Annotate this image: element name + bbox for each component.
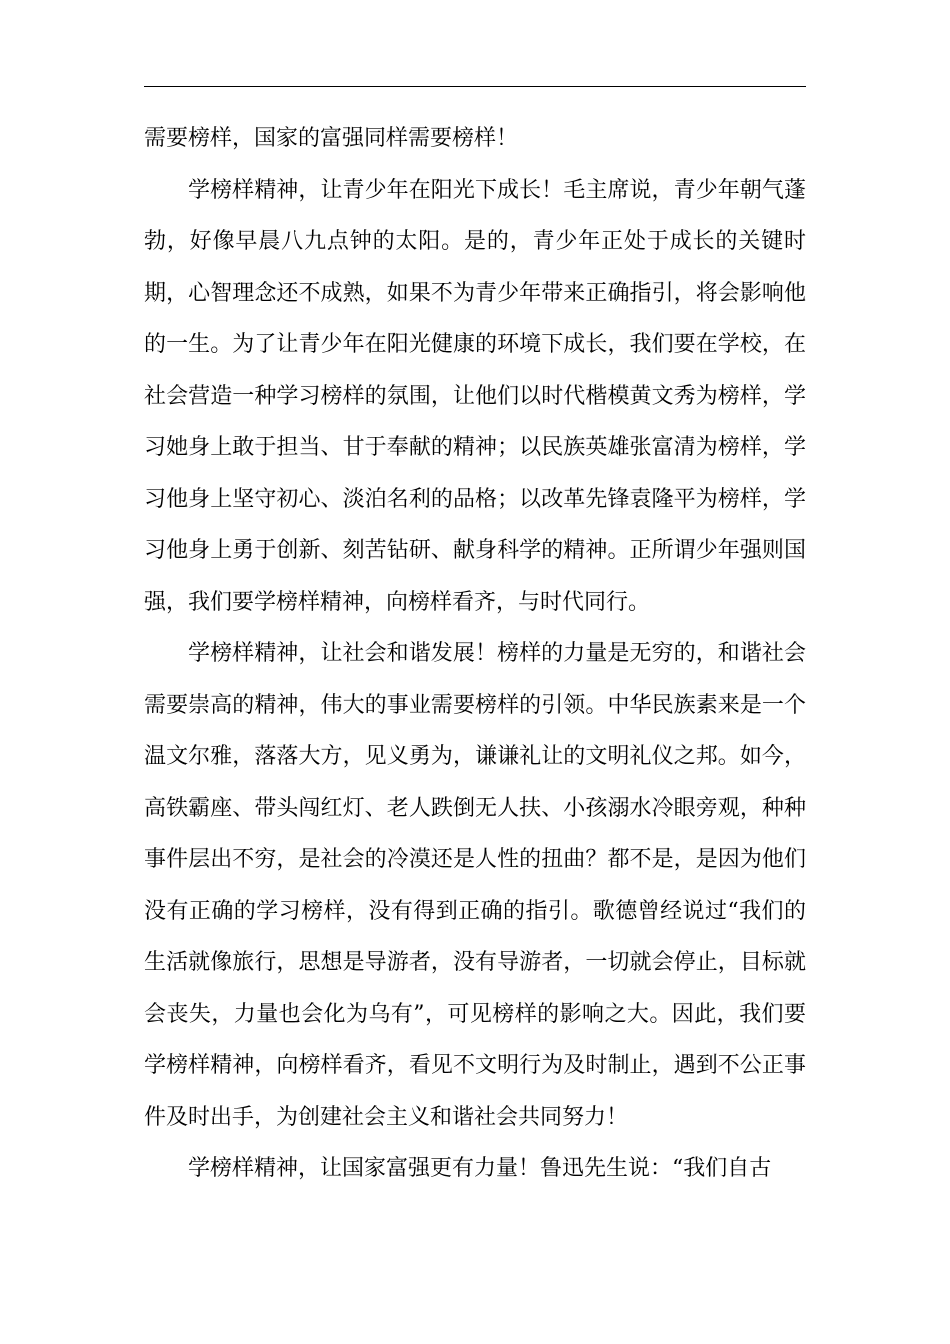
body-text [144, 113, 806, 1195]
header-rule [144, 86, 806, 87]
paragraph-social-harmony: 学榜样精神，让社会和谐发展！榜样的力量是无穷的，和谐社会需要崇高的精神，伟大的事业需要榜样的引领。中华民族素来是一个温文尔雅，落落大方，见义勇为，谦谦礼让的文明礼仪之邦。如今，高铁霸座、带头闯红灯、老人跌倒无人扶、小孩溺水冷眼旁观，种种事件层出不穷，是社会的冷漠还是人性的扭曲？都不是，是因为他们没有正确的学习榜样，没有得到正确的指引。歌德曾经说过“我们的生活就像旅行，思想是导游者，没有导游者，一切就会停止，目标就会丧失，力量也会化为乌有”，可见榜样的影响之大。因此，我们要学榜样精神，向榜样看齐，看见不文明行为及时制止，遇到不公正事件及时出手，为创建社会主义和谐社会共同努力！ [144, 641, 806, 1130]
paragraph-youth-growth: 学榜样精神，让青少年在阳光下成长！毛主席说，青少年朝气蓬勃，好像早晨八九点钟的太阳。是的，青少年正处于成长的关键时期，心智理念还不成熟，如果不为青少年带来正确指引，将会影响他的一生。为了让青少年在阳光健康的环境下成长，我们要在学校，在社会营造一种学习榜样的氛围，让他们以时代楷模黄文秀为榜样，学习她身上敢于担当、甘于奉献的精神；以民族英雄张富清为榜样，学习他身上坚守初心、淡泊名利的品格；以改革先锋袁隆平为榜样，学习他身上勇于创新、刻苦钻研、献身科学的精神。正所谓少年强则国强，我们要学榜样精神，向榜样看齐，与时代同行。 [144, 177, 806, 615]
paragraph-continuation: 需要榜样，国家的富强同样需要榜样！ [144, 126, 519, 151]
paragraph-national-strength: 学榜样精神，让国家富强更有力量！鲁迅先生说：“我们自古 [188, 1156, 772, 1181]
